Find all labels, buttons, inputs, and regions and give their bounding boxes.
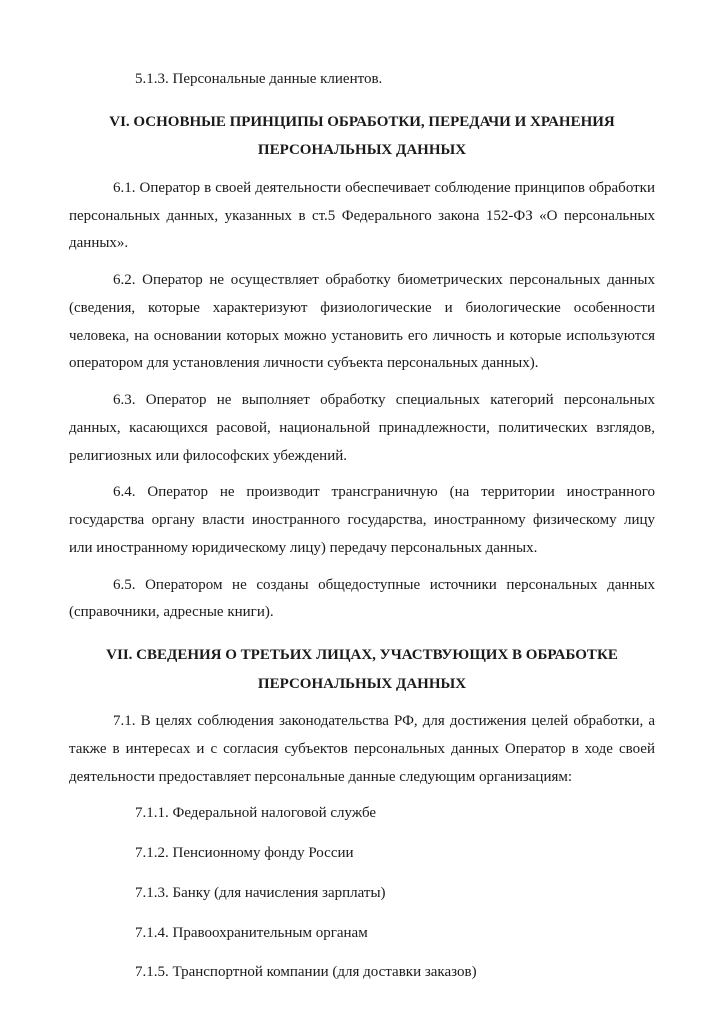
paragraph-6-1: 6.1. Оператор в своей деятельности обеспечивает соблюдение принципов обработки персональных данных, указанных в ст.5 Федерального закона 152-ФЗ «О персональных данных».: [69, 179, 655, 252]
organizations-list: [69, 800, 655, 987]
list-item-5-1-3: 5.1.3. Персональные данные клиентов.: [135, 71, 383, 87]
list-item-7-1-2: 7.1.2. Пенсионному фонду России: [135, 845, 354, 861]
list-item-7-1-5: 7.1.5. Транспортной компании (для доставки заказов): [135, 964, 477, 981]
list-item-7-1-1: 7.1.1. Федеральной налоговой службе: [135, 805, 377, 822]
paragraph-6-2: 6.2. Оператор не осуществляет обработку биометрических персональных данных (сведения, которые характеризуют физиологические и биологические особенности человека, на основании которых можно установить его личность и которые используются оператором для установления личности субъекта персональных данных).: [69, 272, 655, 372]
paragraph-7-1: 7.1. В целях соблюдения законодательства РФ, для достижения целей обработки, а также в интересах и с согласия субъектов персональных данных Оператор в ходе своей деятельности предоставляет персональные данные следующим организациям:: [69, 713, 655, 785]
section-heading-vii: VII. СВЕДЕНИЯ О ТРЕТЬИХ ЛИЦАХ, УЧАСТВУЮЩИХ В ОБРАБОТКЕ ПЕРСОНАЛЬНЫХ ДАННЫХ: [106, 647, 618, 692]
list-item-7-1-3: 7.1.3. Банку (для начисления зарплаты): [135, 884, 386, 901]
paragraph-6-4: 6.4. Оператор не производит трансграничную (на территории иностранного государства органу власти иностранного государства, иностранному физическому лицу или иностранному юридическому лицу) передачу персональных данных.: [69, 484, 655, 556]
section-heading-vi: VI. ОСНОВНЫЕ ПРИНЦИПЫ ОБРАБОТКИ, ПЕРЕДАЧИ И ХРАНЕНИЯ ПЕРСОНАЛЬНЫХ ДАННЫХ: [109, 113, 615, 159]
paragraph-6-3: 6.3. Оператор не выполняет обработку специальных категорий персональных данных, касающихся расовой, национальной принадлежности, политических взглядов, религиозных или философских убеждений.: [69, 392, 655, 464]
paragraph-6-5: 6.5. Оператором не созданы общедоступные источники персональных данных (справочники, адресные книги).: [69, 576, 655, 621]
list-item-7-1-4: 7.1.4. Правоохранительным органам: [135, 924, 368, 941]
